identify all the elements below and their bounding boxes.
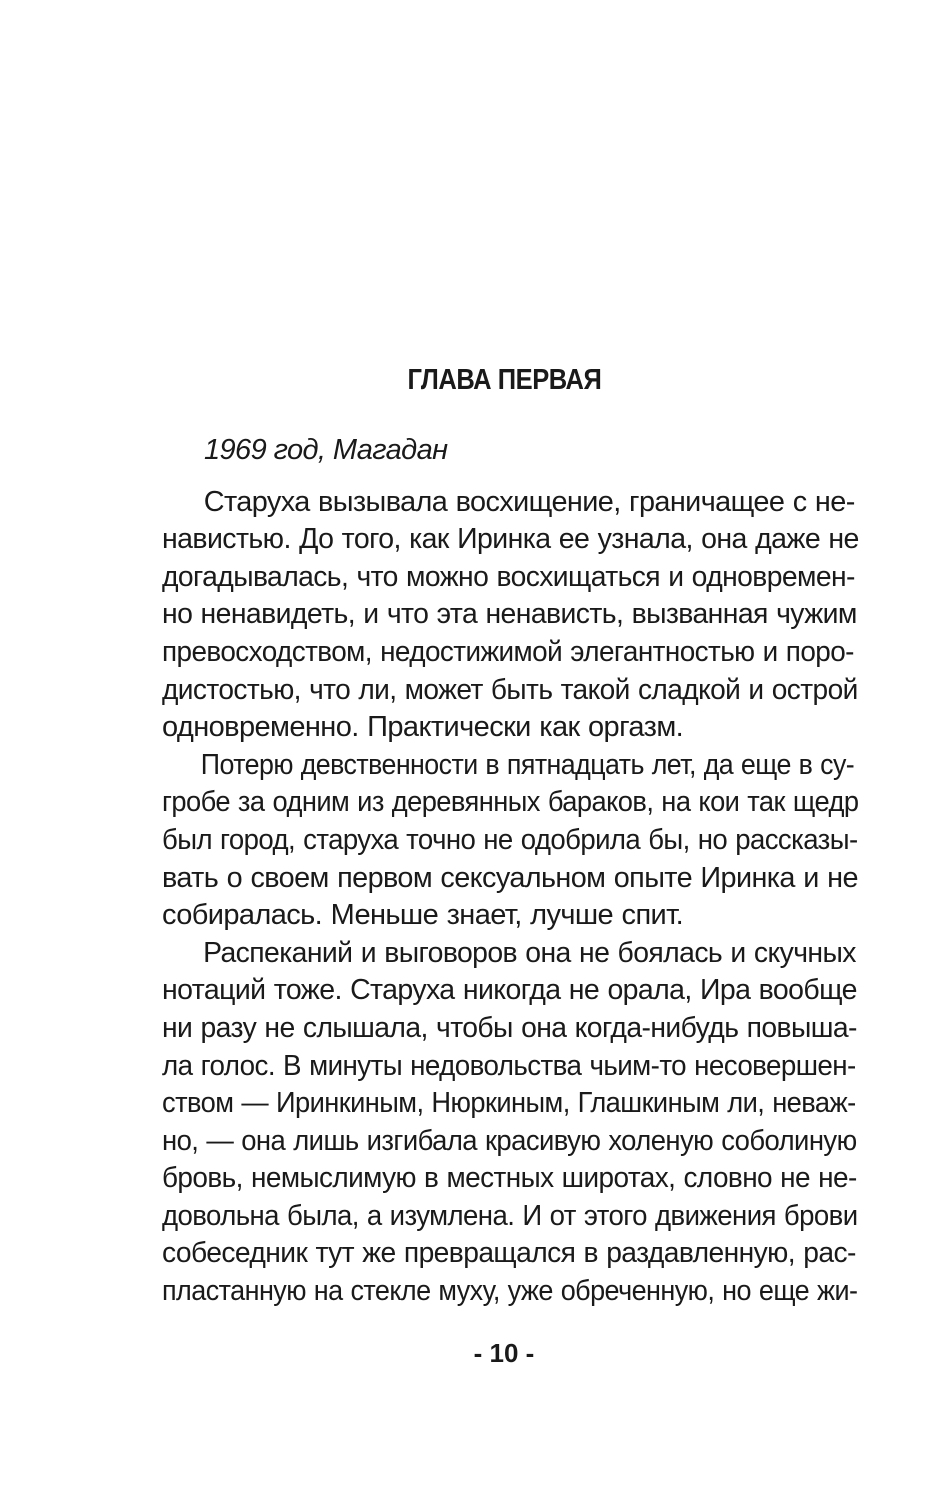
page-number: - 10 - xyxy=(473,1338,535,1368)
text-line: нотаций тоже. Старуха никогда не орала, Ира вообще xyxy=(162,974,857,1007)
dateline: 1969 год, Магадан xyxy=(204,434,448,466)
text-line: ла голос. В минуты недовольства чьим-то несовершен- xyxy=(162,1049,856,1082)
text-line: дистостью, что ли, может быть такой сладкой и острой xyxy=(162,673,858,706)
text-line: одновременно. Практически как оргазм. xyxy=(162,711,684,744)
text-line: Потерю девственности в пятнадцать лет, да еще в су- xyxy=(200,748,855,781)
text-line: превосходством, недостижимой элегантностью и поро- xyxy=(162,635,854,668)
paragraph-2 xyxy=(162,747,859,935)
body-text xyxy=(162,432,859,1311)
paragraph-1 xyxy=(162,484,859,747)
text-line: пластанную на стекле муху, уже обреченную, но еще жи- xyxy=(162,1275,858,1308)
text-line: ством — Иринкиным, Нюркиным, Глашкиным ли, неваж- xyxy=(162,1087,856,1120)
paragraph-3 xyxy=(162,935,858,1311)
text-line: собеседник тут же превращался в раздавленную, рас- xyxy=(162,1237,856,1270)
text-line: был город, старуха точно не одобрила бы, но рассказы- xyxy=(162,823,858,856)
text-line: догадывалась, что можно восхищаться и одновремен- xyxy=(162,560,855,593)
text-line: но ненавидеть, и что эта ненависть, вызванная чужим xyxy=(162,598,857,631)
chapter-title: ГЛАВА ПЕРВАЯ xyxy=(407,364,602,396)
text-line: собиралась. Меньше знает, лучше спит. xyxy=(162,899,684,932)
text-line: ни разу не слышала, чтобы она когда-нибудь повыша- xyxy=(162,1011,857,1044)
text-line: гробе за одним из деревянных бараков, на кои так щедр xyxy=(162,786,859,819)
text-line: Распеканий и выговоров она не боялась и скучных xyxy=(203,936,856,969)
text-line: навистью. До того, как Иринка ее узнала, она даже не xyxy=(162,523,859,556)
text-line: довольна была, а изумлена. И от этого движения брови xyxy=(162,1199,858,1232)
text-line: но, — она лишь изгибала красивую холеную соболиную xyxy=(162,1124,857,1157)
text-line: вать о своем первом сексуальном опыте Иринка и не xyxy=(162,861,858,894)
text-line: бровь, немыслимую в местных широтах, словно не не- xyxy=(162,1162,857,1195)
text-line: Старуха вызывала восхищение, граничащее с не- xyxy=(203,485,855,518)
